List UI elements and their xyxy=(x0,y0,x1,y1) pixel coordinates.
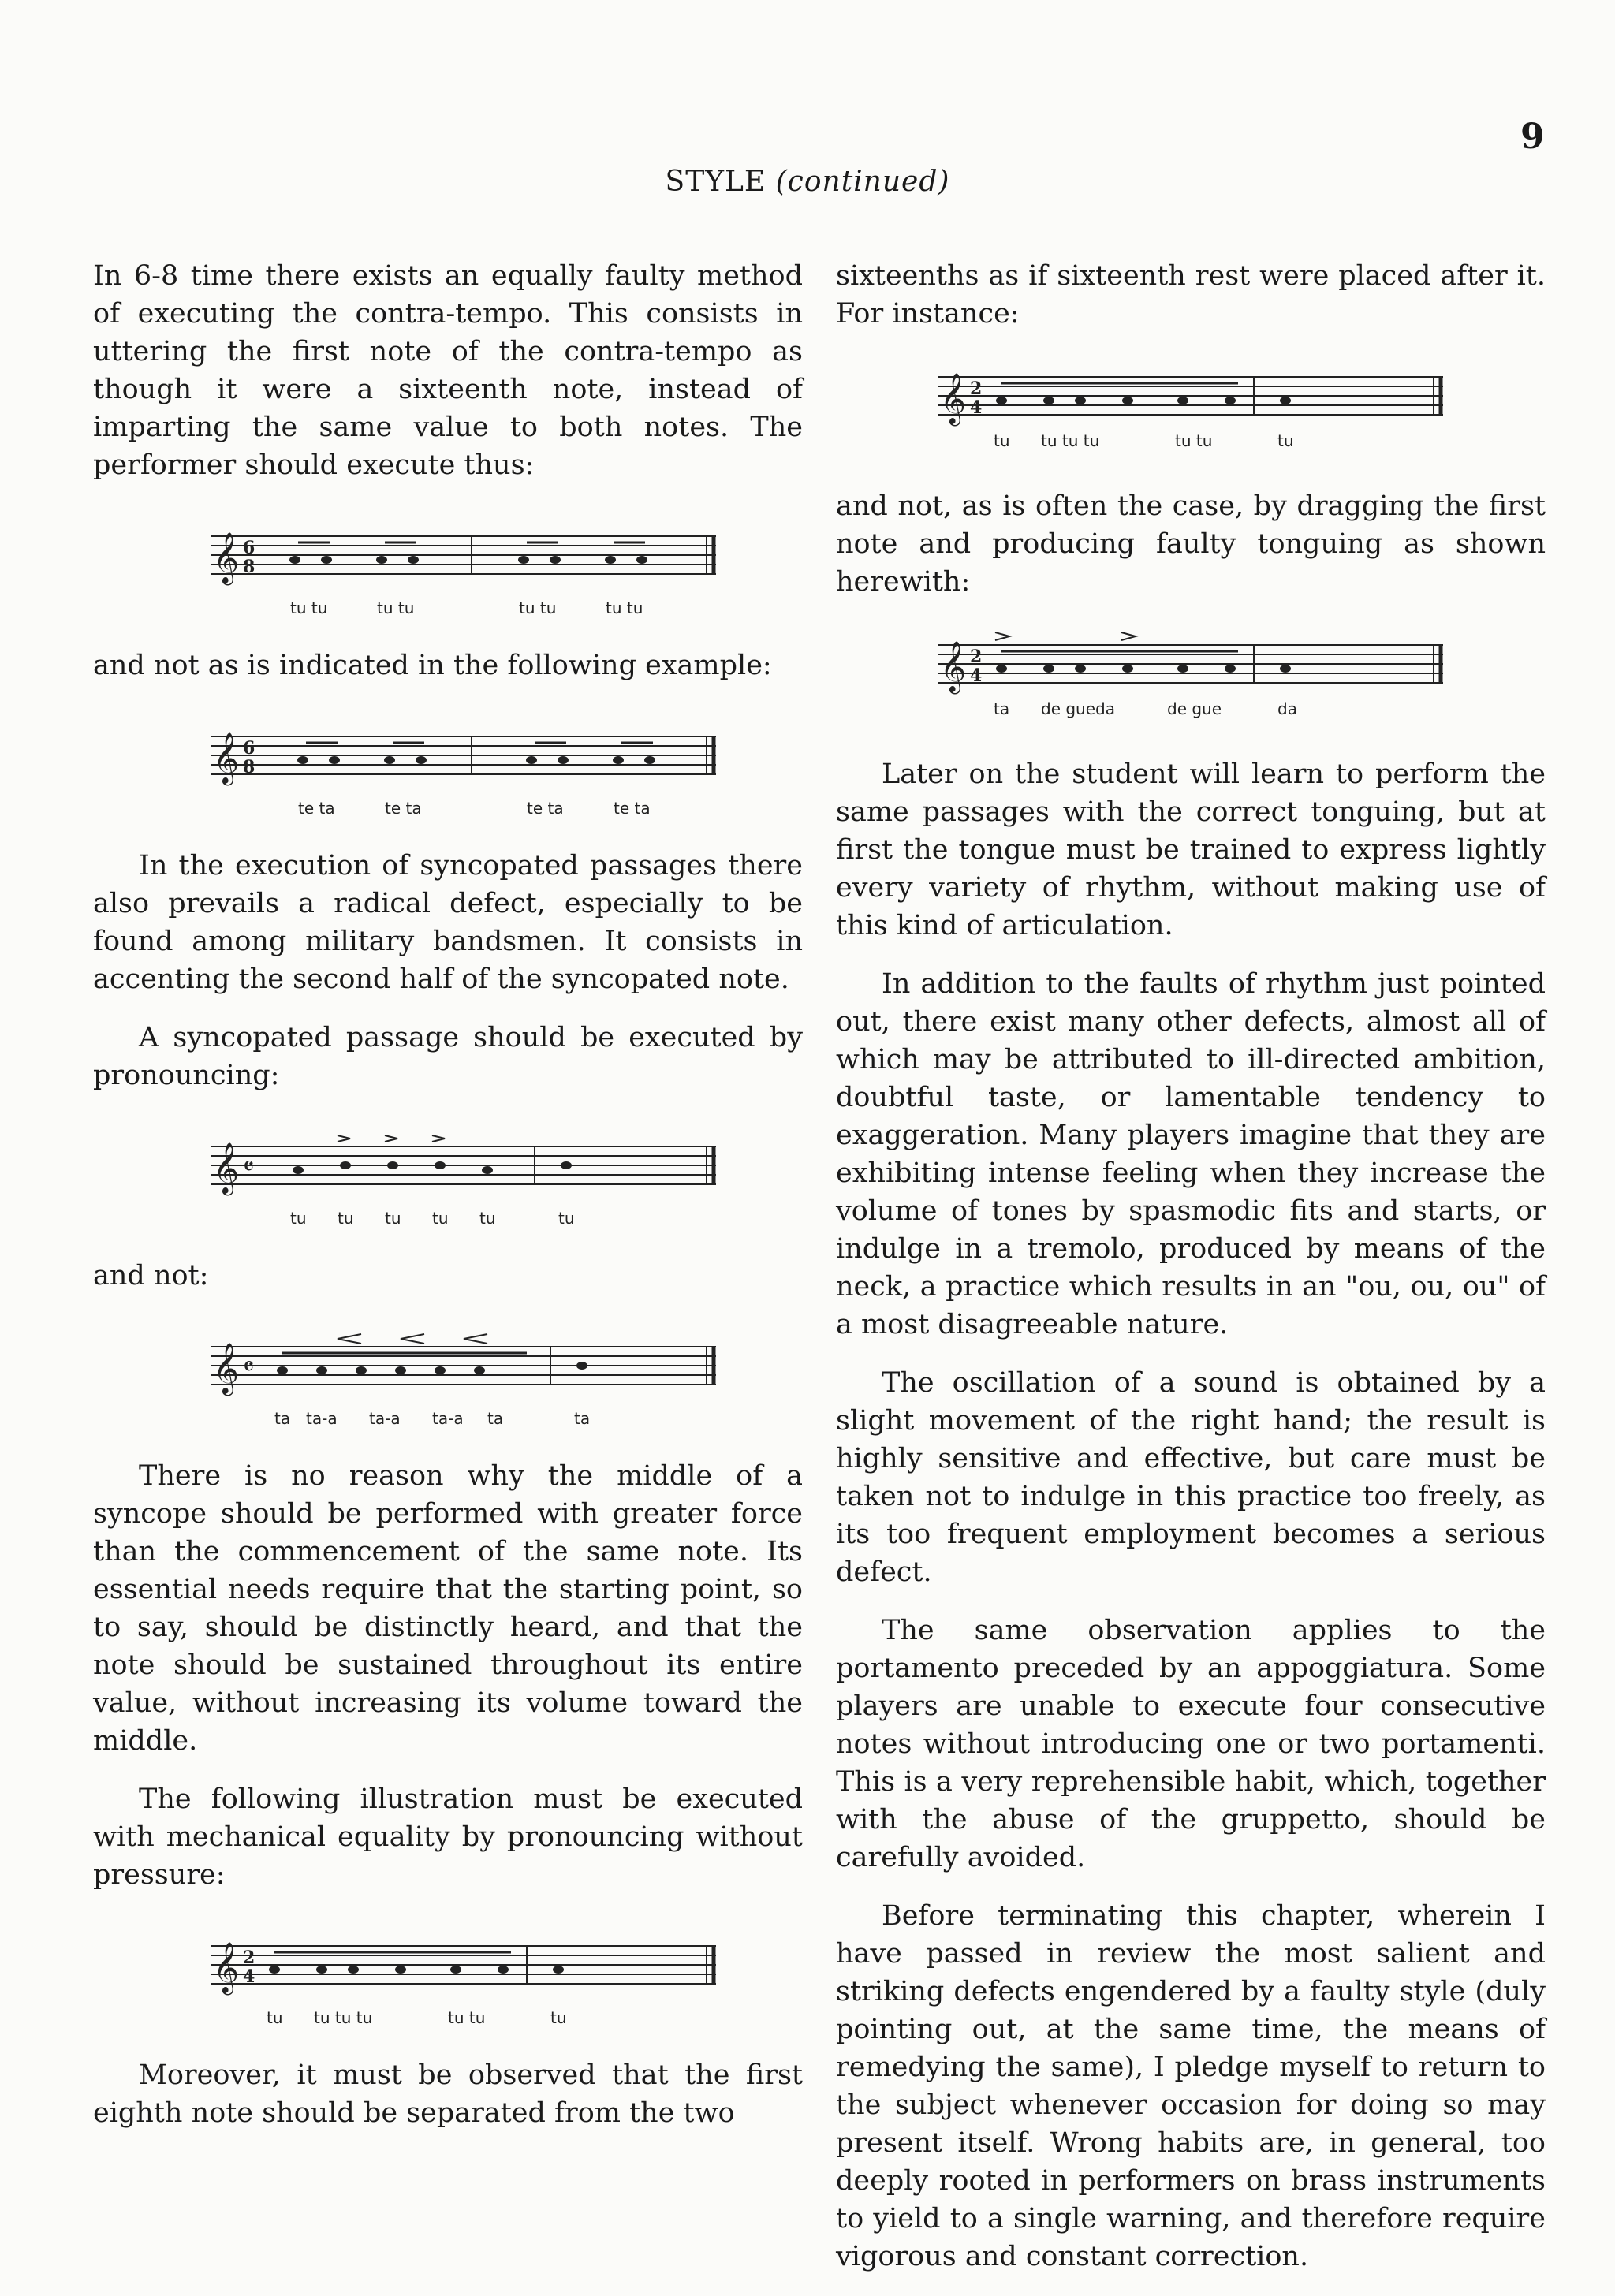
syllable: tu xyxy=(338,1209,354,1228)
svg-text:2: 2 xyxy=(970,378,983,399)
svg-text:𝄴: 𝄴 xyxy=(243,1351,255,1381)
svg-text:𝄞: 𝄞 xyxy=(213,732,240,784)
svg-text:𝄞: 𝄞 xyxy=(940,641,967,692)
syllable: tu xyxy=(432,1209,449,1228)
syllable: ta-a xyxy=(369,1409,401,1428)
syllable: tu xyxy=(550,2008,567,2027)
paragraph: Later on the student will learn to perform the same passages with the correct tonguing, but at first the tongue must be trained to express lightly every variety of rhythm, without making use of this kind of articulation. xyxy=(836,758,1546,941)
svg-text:4: 4 xyxy=(243,1966,255,1987)
syllable: ta-a xyxy=(432,1409,464,1428)
paragraph: and not as is indicated in the following example: xyxy=(93,650,772,681)
svg-text:6: 6 xyxy=(243,538,255,558)
syllable: tu tu xyxy=(290,598,328,617)
syllable: tu xyxy=(1277,431,1294,450)
svg-text:𝄞: 𝄞 xyxy=(213,1142,240,1194)
svg-text:𝄞: 𝄞 xyxy=(213,532,240,583)
svg-text:𝄞: 𝄞 xyxy=(213,1343,240,1394)
syllable: tu tu xyxy=(519,598,557,617)
paragraph: and not: xyxy=(93,1260,209,1292)
svg-text:4: 4 xyxy=(970,665,983,686)
paragraph: Moreover, it must be observed that the first eighth note should be separated from the two xyxy=(93,2059,803,2129)
syllable: ta xyxy=(274,1409,291,1428)
paragraph: There is no reason why the middle of a syncope should be performed with greater force than the commencement of the same note. Its essential needs require that the starting point, so to say, should be distinctly heard, and that the note should be sustained throughout its entire value, without increasing its volume toward the middle. xyxy=(93,1460,803,1757)
svg-text:2: 2 xyxy=(970,647,983,667)
paragraph: Before terminating this chapter, wherein I have passed in review the most salient and striking defects engendered by a faulty style (duly pointing out, at the same time, the means of remedying the same), I pledge myself to return to the subject whenever occasion for doing so may present itself. Wrong habits are, in general, too deeply rooted in performers on brass instruments to yield to a single warning, and therefore require vigorous and constant correction. xyxy=(836,1900,1546,2272)
syllable: ta xyxy=(574,1409,591,1428)
syllable: tu xyxy=(385,1209,401,1228)
paragraph: In the execution of syncopated passages there also prevails a radical defect, especially to be found among military bandsmen. It consists in accenting the second half of the syncopated note. xyxy=(93,850,803,995)
music-example-5 xyxy=(93,1914,803,2033)
music-example-7 xyxy=(836,621,1546,732)
syllable: te ta xyxy=(385,799,422,818)
syllable: tu xyxy=(558,1209,575,1228)
syllable: tu xyxy=(290,1209,307,1228)
svg-text:8: 8 xyxy=(243,557,255,577)
syllable: te ta xyxy=(298,799,335,818)
syllable: de gue xyxy=(1167,699,1222,718)
syllable: tu xyxy=(479,1209,496,1228)
syllable: tu tu xyxy=(377,598,415,617)
music-example-2 xyxy=(93,705,803,823)
paragraph: The same observation applies to the portamento preceded by an appoggiatura. Some players are unable to execute four consecutive notes without introducing one or two portamenti. This is a very reprehensible habit, which, together with the abuse of the gruppetto, should be carefully avoided. xyxy=(836,1615,1546,1873)
paragraph: In 6-8 time there exists an equally faulty method of executing the contra-tempo. This consists in uttering the first note of the contra-tempo as though it were a sixteenth note, instead of imparting the same value to both notes. The performer should execute thus: xyxy=(93,260,803,481)
page-title xyxy=(0,166,1615,198)
syllable: ta xyxy=(487,1409,504,1428)
svg-text:2: 2 xyxy=(243,1948,255,1968)
syllable: tu tu xyxy=(1175,431,1213,450)
syllable: te ta xyxy=(614,799,651,818)
music-example-1 xyxy=(93,505,803,623)
syllable: tu xyxy=(994,431,1010,450)
syllable: da xyxy=(1277,699,1297,718)
syllable: tu tu tu xyxy=(314,2008,373,2027)
paragraph: A syncopated passage should be executed by pronouncing: xyxy=(93,1022,803,1091)
syllable: tu xyxy=(267,2008,283,2027)
svg-text:8: 8 xyxy=(243,757,255,777)
paragraph: sixteenths as if sixteenth rest were placed after it. For instance: xyxy=(836,260,1546,330)
title-main: STYLE xyxy=(665,166,766,198)
music-example-6 xyxy=(836,353,1546,464)
music-example-4 xyxy=(93,1315,803,1433)
right-column xyxy=(836,257,1546,2296)
svg-text:4: 4 xyxy=(970,397,983,418)
syllable: tu tu tu xyxy=(1041,431,1100,450)
svg-text:6: 6 xyxy=(243,738,255,758)
svg-text:𝄴: 𝄴 xyxy=(243,1151,255,1181)
paragraph: and not, as is often the case, by dragging the first note and producing faulty tonguing as shown herewith: xyxy=(836,490,1546,598)
syllable: tu tu xyxy=(606,598,643,617)
svg-text:𝄞: 𝄞 xyxy=(213,1942,240,1993)
paragraph: The following illustration must be executed with mechanical equality by pronouncing without pressure: xyxy=(93,1784,803,1891)
syllable: ta xyxy=(994,699,1010,718)
syllable: de gueda xyxy=(1041,699,1115,718)
title-sub: (continued) xyxy=(775,166,950,198)
left-column xyxy=(93,257,803,2152)
syllable: ta-a xyxy=(306,1409,338,1428)
page-number: 9 xyxy=(1520,117,1545,157)
syllable: tu tu xyxy=(448,2008,486,2027)
svg-text:𝄞: 𝄞 xyxy=(940,373,967,424)
music-example-3 xyxy=(93,1115,803,1233)
syllable: te ta xyxy=(527,799,564,818)
paragraph: The oscillation of a sound is obtained by a slight movement of the right hand; the result is highly sensitive and effective, but care must be taken not to indulge in this practice too freely, as its too frequent employment becomes a serious defect. xyxy=(836,1367,1546,1588)
paragraph: In addition to the faults of rhythm just pointed out, there exist many other defects, almost all of which may be attributed to ill-directed ambition, doubtful taste, or lamentable tendency to exaggeration. Many players imagine that they are exhibiting intense feeling when they increase the volume of tones by spasmodic fits and starts, or indulge in a tremolo, produced by means of the neck, a practice which results in an "ou, ou, ou" of a most disagreeable nature. xyxy=(836,968,1546,1340)
